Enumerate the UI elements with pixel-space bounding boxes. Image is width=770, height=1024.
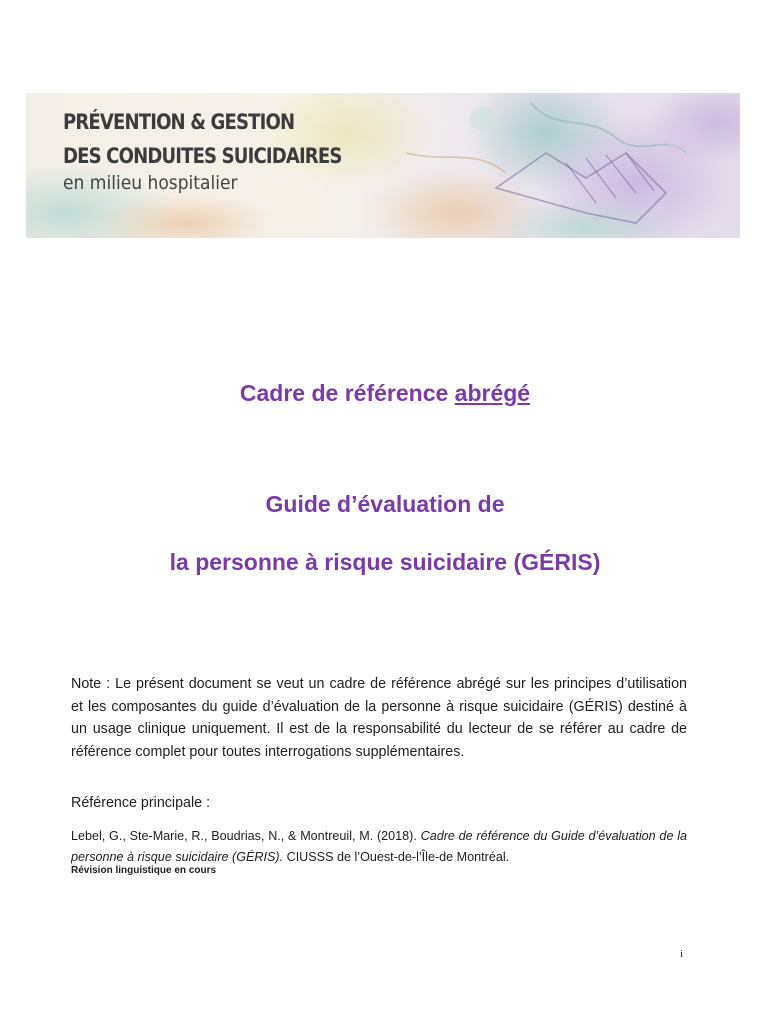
reference-citation [71,826,687,867]
subtitle-prefix: Cadre de référence [239,380,455,406]
subtitle-underlined-word: abrégé [454,380,531,406]
document-subtitle [0,380,770,407]
document-title-line2: la personne à risque suicidaire (GÉRIS) [169,549,601,575]
note-paragraph: Note : Le présent document se veut un cadre de référence abrégé sur les principes d’utilisation et les composantes du guide d’évaluation de la personne à risque suicidaire (GÉRIS) destiné à un usage clinique uniquement. Il est de la responsabilité du lecteur de se référer au cadre de référence complet pour toutes interrogations supplémentaires. [71,676,687,760]
citation-title: Cadre de référence du Guide d’évaluation de la personne à risque suicidaire (GÉRIS). [71,829,687,864]
revision-note: Révision linguistique en cours [71,865,217,876]
header-banner [26,93,740,238]
citation-authors: Lebel, G., Ste-Marie, R., Boudrias, N., & Montreuil, M. (2018). [71,829,421,843]
banner-tagline: en milieu hospitalier [63,172,238,194]
banner-title-line1: PRÉVENTION & GESTION [63,110,295,134]
citation-publisher: CIUSSS de l’Ouest-de-l’Île-de Montréal. [283,849,510,864]
page-number: i [680,948,684,960]
banner-title-line2: DES CONDUITES SUICIDAIRES [63,144,342,168]
document-title-line1: Guide d’évaluation de [265,491,505,517]
reference-heading: Référence principale : [71,795,211,811]
